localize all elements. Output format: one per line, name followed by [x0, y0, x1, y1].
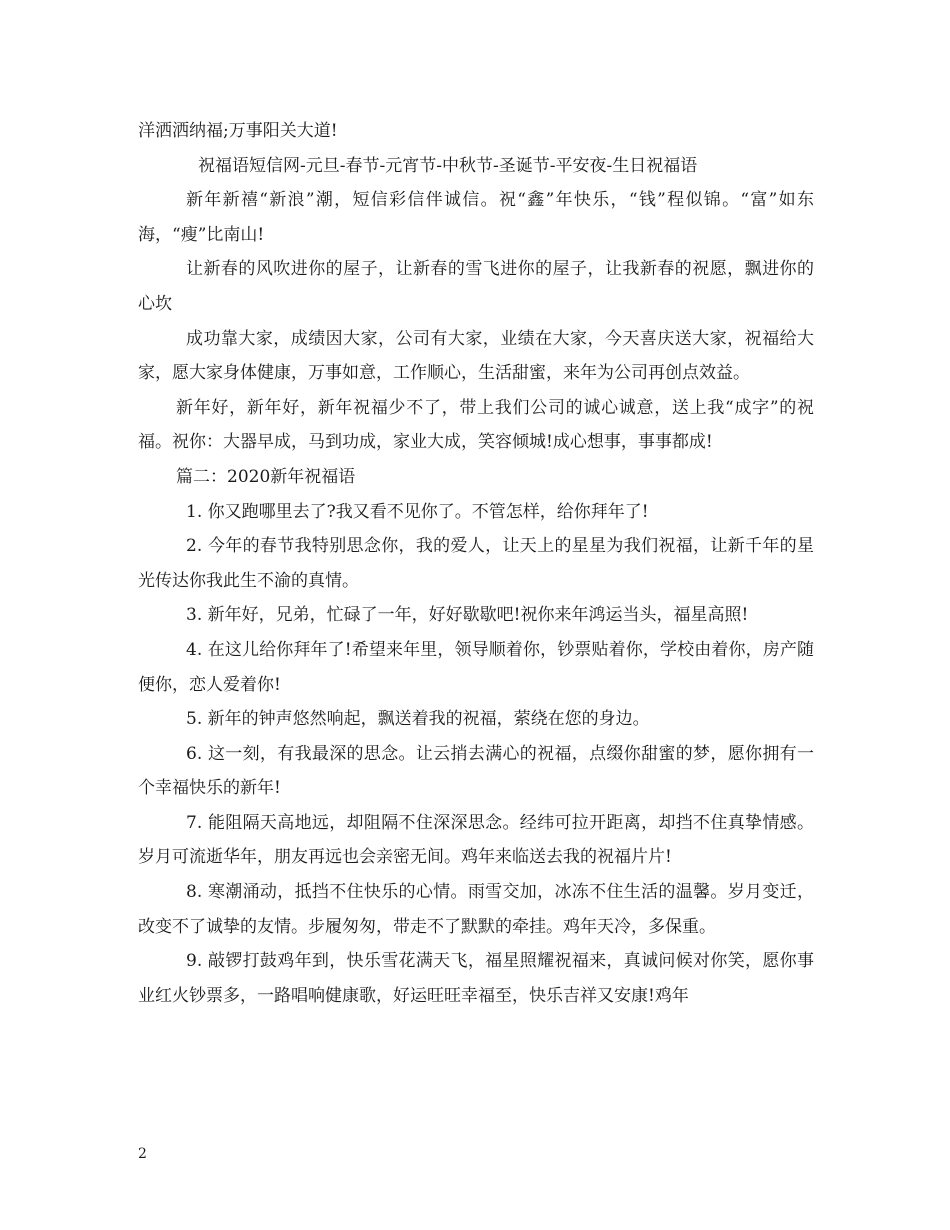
paragraph-blessing: 新年好，新年好，新年祝福少不了，带上我们公司的诚心诚意，送上我“成字”的祝福。祝你：大器早成，马到功成，家业大成，笑容倾城!成心想事，事事都成!: [138, 397, 814, 453]
list-item: 6. 这一刻，有我最深的思念。让云捎去满心的祝福，点缀你甜蜜的梦，愿你拥有一个幸福快乐的新年!: [138, 743, 814, 799]
paragraph-source-line: 祝福语短信网-元旦-春节-元宵节-中秋节-圣诞节-平安夜-生日祝福语: [198, 155, 698, 176]
paragraph-continuation: 洋洒洒纳福;万事阳关大道!: [138, 121, 338, 141]
list-item: 9. 敲锣打鼓鸡年到，快乐雪花满天飞，福星照耀祝福来，真诚问候对你笑，愿你事业红火钞票多，一路唱响健康歌，好运旺旺幸福至，快乐吉祥又安康!鸡年: [138, 951, 814, 1006]
list-item: 1. 你又跑哪里去了?我又看不见你了。不管怎样，给你拜年了!: [186, 501, 649, 522]
page-number: 2: [138, 1146, 147, 1162]
paragraph-blessing: 新年新禧“新浪”潮，短信彩信伴诚信。祝“鑫”年快乐，“钱”程似锦。“富”如东海，“瘦”比南山!: [138, 190, 814, 245]
paragraph-blessing: 成功靠大家，成绩因大家，公司有大家，业绩在大家，今天喜庆送大家，祝福给大家，愿大家身体健康，万事如意，工作顺心，生活甜蜜，来年为公司再创点效益。: [138, 328, 814, 384]
paragraph-blessing: 让新春的风吹进你的屋子，让新春的雪飞进你的屋子，让我新春的祝愿，飘进你的心坎: [138, 259, 814, 314]
list-item: 4. 在这儿给你拜年了!希望来年里，领导顺着你，钞票贴着你，学校由着你，房产随便你，恋人爱着你!: [138, 639, 814, 695]
section-heading: 篇二：2020新年祝福语: [176, 466, 356, 487]
document-body: [138, 114, 814, 1013]
list-item: 7. 能阻隔天高地远，却阻隔不住深深思念。经纬可拉开距离，却挡不住真挚情感。岁月可流逝华年，朋友再远也会亲密无间。鸡年来临送去我的祝福片片!: [138, 812, 814, 868]
list-item: 2. 今年的春节我特别思念你，我的爱人，让天上的星星为我们祝福，让新千年的星光传达你我此生不渝的真情。: [138, 536, 814, 591]
list-item: 5. 新年的钟声悠然响起，飘送着我的祝福，萦绕在您的身边。: [186, 709, 650, 730]
list-item: 3. 新年好，兄弟，忙碌了一年，好好歇歇吧!祝你来年鸿运当头，福星高照!: [186, 605, 749, 626]
list-item: 8. 寒潮涌动，抵挡不住快乐的心情。雨雪交加，冰冻不住生活的温馨。岁月变迁，改变不了诚挚的友情。步履匆匆，带走不了默默的牵挂。鸡年天冷，多保重。: [138, 882, 814, 937]
